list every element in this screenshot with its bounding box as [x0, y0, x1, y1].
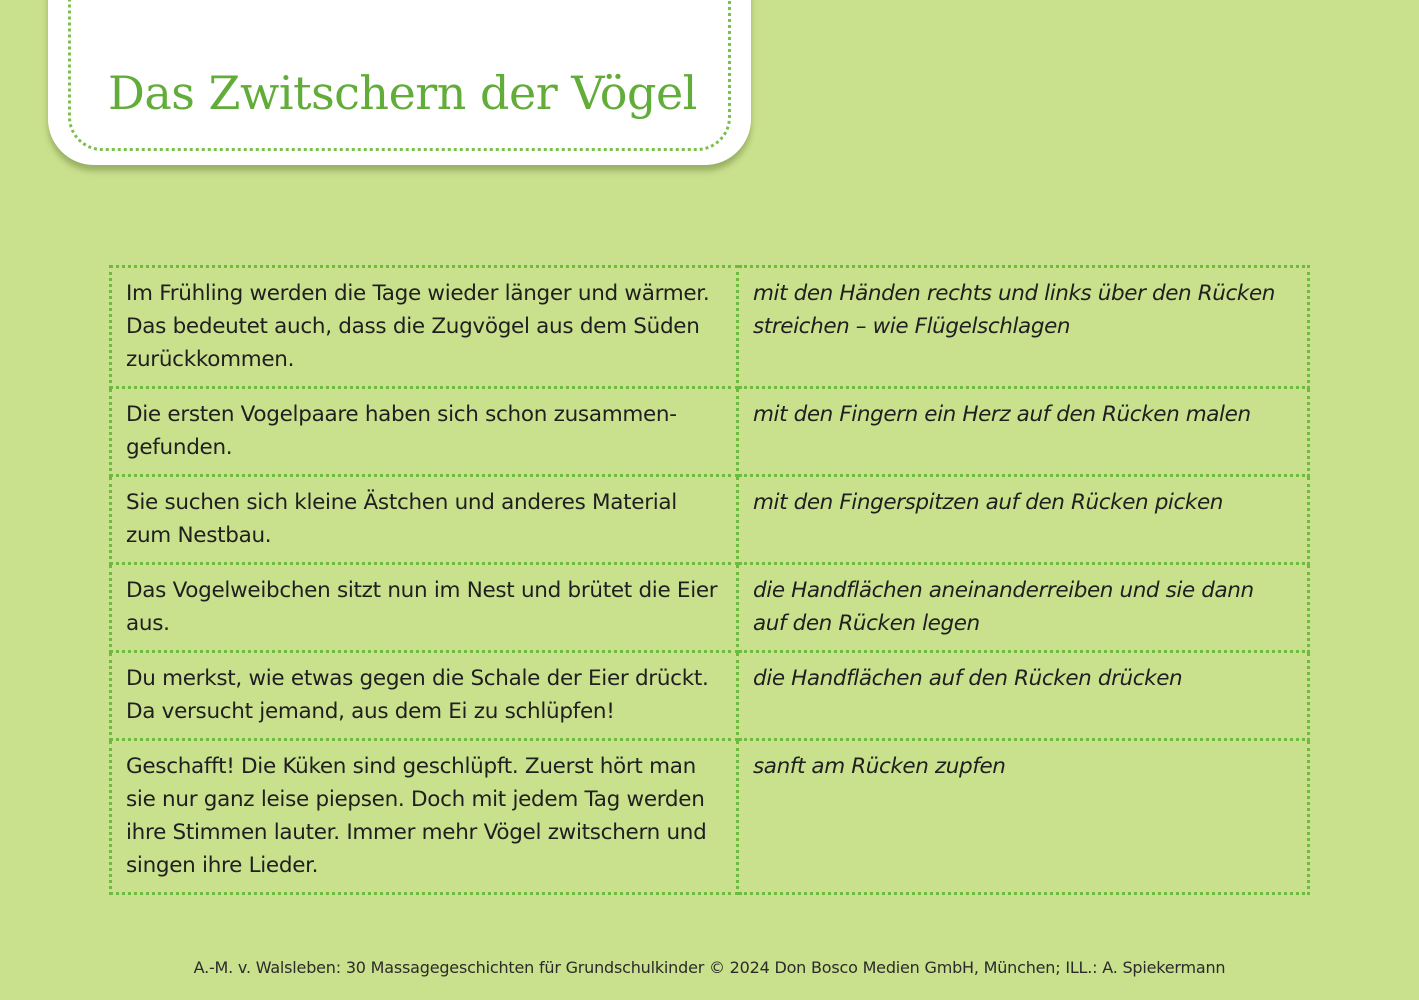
story-text: Geschafft! Die Küken sind geschlüpft. Zuerst hört man sie nur ganz leise piepsen. Doch mit jedem Tag werden ihre Stimmen lauter. Immer mehr Vögel zwitschern und singen ihre Lieder. [111, 740, 738, 894]
massage-instruction: mit den Fingern ein Herz auf den Rücken malen [738, 388, 1309, 476]
story-table [109, 265, 1310, 895]
table-row [111, 388, 1309, 476]
page-title: Das Zwitschern der Vögel [108, 66, 697, 120]
copyright-footer: A.-M. v. Walsleben: 30 Massagegeschichten für Grundschulkinder © 2024 Don Bosco Medien GmbH, München; ILL.: A. Spiekermann [193, 958, 1226, 977]
story-text: Sie suchen sich kleine Ästchen und anderes Material zum Nestbau. [111, 476, 738, 564]
story-text: Das Vogelweibchen sitzt nun im Nest und brütet die Eier aus. [111, 564, 738, 652]
table-row [111, 267, 1309, 388]
story-text: Die ersten Vogelpaare haben sich schon zusammen- gefunden. [111, 388, 738, 476]
massage-instruction: die Handflächen aneinanderreiben und sie dann auf den Rücken legen [738, 564, 1309, 652]
title-card [48, 0, 751, 165]
table-row [111, 476, 1309, 564]
table-row [111, 564, 1309, 652]
massage-instruction: mit den Fingerspitzen auf den Rücken picken [738, 476, 1309, 564]
massage-instruction: die Handflächen auf den Rücken drücken [738, 652, 1309, 740]
story-text: Im Frühling werden die Tage wieder länger und wärmer. Das bedeutet auch, dass die Zugvögel aus dem Süden zurückkommen. [111, 267, 738, 388]
massage-instruction: sanft am Rücken zupfen [738, 740, 1309, 894]
table-row [111, 652, 1309, 740]
story-text: Du merkst, wie etwas gegen die Schale der Eier drückt. Da versucht jemand, aus dem Ei zu schlüpfen! [111, 652, 738, 740]
table-row [111, 740, 1309, 894]
massage-instruction: mit den Händen rechts und links über den Rücken streichen – wie Flügelschlagen [738, 267, 1309, 388]
